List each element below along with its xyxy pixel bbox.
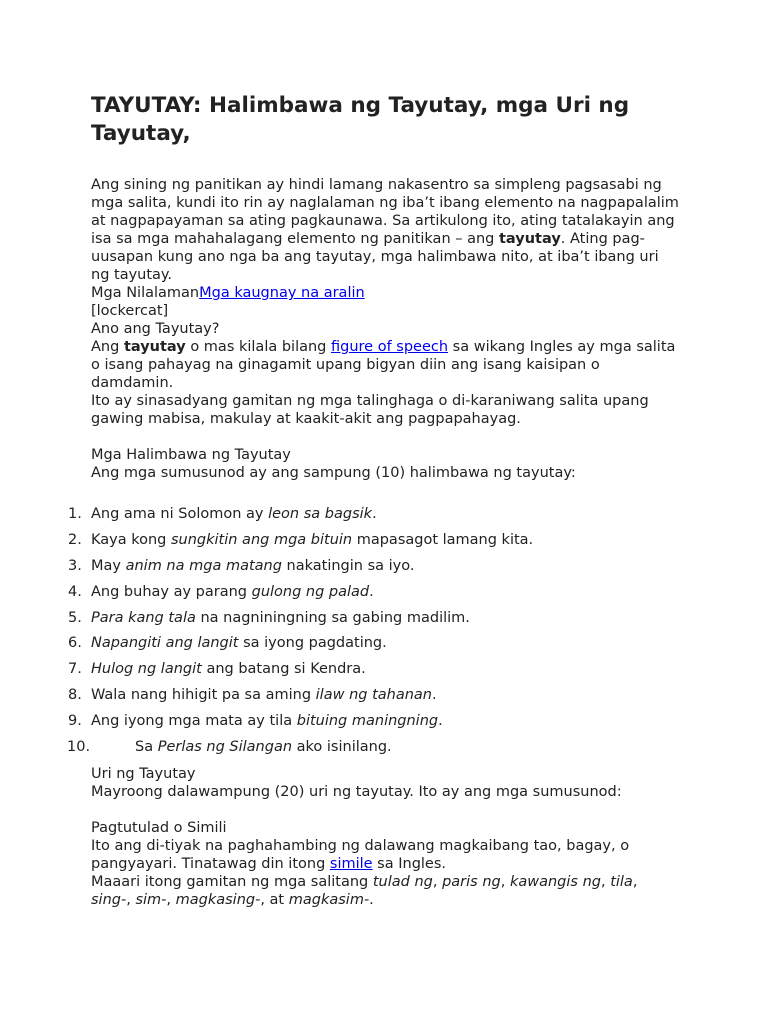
list-item-text-post: ang batang si Kendra. [201,661,366,678]
list-item-number: 2. [68,531,82,548]
simile-word: tila [610,874,633,890]
list-item-number: 1. [68,506,82,522]
definition-bold-term: tayutay [123,339,186,355]
list-item-example-phrase: leon sa bagsik [268,506,373,522]
separator: , [126,892,136,908]
related-lessons-link[interactable]: Mga kaugnay na aralin [199,285,365,301]
intro-bold-term: tayutay [499,231,561,247]
separator: , [166,892,176,908]
list-item-example-phrase: gulong ng palad [251,583,370,600]
examples-intro: Ang mga sumusunod ay ang sampung (10) halimbawa ng tayutay: [91,465,576,481]
definition-paragraph [91,338,681,392]
list-item-text-post: ako isinilang. [292,739,392,756]
toc-label: Mga Nilalaman [91,285,200,301]
list-item-text [91,505,377,523]
list-item-text-post: . [369,583,374,600]
separator: , [600,874,611,890]
list-item-number: 6. [68,635,82,652]
list-item-example-phrase: sungkitin ang mga bituin [170,531,353,548]
list-item [0,557,640,583]
list-item-text-pre: Ang iyong mga mata ay tila [91,713,297,730]
list-item-text-post: mapasagot lamang kita. [352,531,534,548]
definition-paragraph-2: Ito ay sinasadyang gamitan ng mga talinghaga o di-karaniwang salita upang gawing mabisa, makulay at kaakit-akit ang pagpapahayag. [91,393,649,427]
examples-list [0,505,640,764]
period: . [369,892,374,908]
list-item-example-phrase: Napangiti ang langit [91,635,239,652]
list-item [0,660,640,686]
simile-words-paragraph [91,873,681,909]
lockercat-placeholder: [lockercat] [91,303,169,319]
definition-text-3: sa wikang Ingles ay mga salita o isang pahayag na ginagamit upang bigyan diin ang isang kaisipan o damdamin. [91,339,676,391]
list-item-text [91,557,414,575]
intro-text: Ang sining ng panitikan ay hindi lamang nakasentro sa simpleng pagsasabi ng mga salita, kundi ito rin ay naglalaman ng iba’t ibang elemento na nagpapalalim at nagpapayaman sa ating pagkaunawa. Sa artikulong ito, ating tatalakayin ang isa sa mga mahahalagang elemento ng panitikan – ang [91,177,679,247]
list-item-number: 10. [67,739,91,756]
list-item-text-pre: Ang ama ni Solomon ay [91,506,269,522]
toc-line [91,284,681,302]
section-heading-types: Uri ng Tayutay [91,766,196,782]
list-item-text-post: na nagniningning sa gabing madilim. [195,609,470,626]
list-item-number: 9. [68,713,82,730]
list-item-example-phrase: anim na mga matang [125,557,282,574]
intro-text-end: . Ating pag-uusapan kung ano nga ba ang tayutay, mga halimbawa nito, at iba’t ibang uri ng tayutay. [91,231,659,283]
simile-text-end: sa Ingles. [372,856,447,872]
separator: , [632,874,638,890]
list-item [0,634,640,660]
section-heading-examples: Mga Halimbawa ng Tayutay [91,447,291,463]
simile-word: magkasing- [175,892,261,908]
separator: , [432,874,443,890]
simile-word: sing- [91,892,127,908]
list-item-text [91,712,443,730]
list-item-example-phrase: Para kang tala [91,609,196,626]
list-item-text-pre: Ang buhay ay parang [91,583,252,600]
list-item [0,738,640,764]
section-heading-simile: Pagtutulad o Simili [91,820,227,836]
definition-text: Ang [91,339,124,355]
simile-word: magkasim- [288,892,370,908]
separator: , at [260,892,289,908]
list-item-text [91,531,533,549]
list-item-text-post: sa iyong pagdating. [238,635,387,652]
list-item-text-post: . [431,687,437,704]
list-item-example-phrase: bituing maningning [296,713,439,730]
section-heading-what-is: Ano ang Tayutay? [91,321,220,337]
list-item [0,686,640,712]
simile-link[interactable]: simile [329,856,373,872]
list-item-text [91,583,374,601]
list-item-text-pre: Wala nang hihigit pa sa aming [91,687,316,704]
page-title: TAYUTAY: Halimbawa ng Tayutay, mga Uri ng Tayutay, [91,93,630,146]
simile-word: paris ng [442,874,501,890]
separator: , [500,874,510,890]
article-body-continued [91,765,681,909]
list-item-text [91,609,470,627]
definition-text-2: o mas kilala bilang [185,339,331,355]
list-item-text-post: . [372,506,377,522]
list-item-text [91,634,387,652]
simile-word: kawangis ng [509,874,601,890]
list-item [0,583,640,609]
figure-of-speech-link[interactable]: figure of speech [331,339,449,355]
list-item [0,531,640,557]
simile-text: Ito ang di-tiyak na paghahambing ng dalawang magkaibang tao, bagay, o pangyayari. Tinatawag din itong [91,838,630,872]
list-item-text [135,738,392,756]
list-item-number: 8. [68,687,82,704]
list-item [0,609,640,635]
list-item [0,712,640,738]
list-item-example-phrase: ilaw ng tahanan [315,687,432,704]
simile-paragraph [91,837,681,873]
simile-word: tulad ng [372,874,433,890]
list-item-text [91,686,437,704]
list-item-text-pre: May [91,557,126,574]
intro-paragraph [91,176,681,284]
list-item-number: 5. [68,609,82,626]
list-item-text [91,660,366,678]
list-item-text-post: nakatingin sa iyo. [281,557,415,574]
list-item-number: 3. [68,557,82,574]
list-item-text-pre: Sa [135,739,158,756]
list-item [0,505,640,531]
list-item-number: 4. [68,583,82,600]
list-item-example-phrase: Hulog ng langit [91,661,202,678]
list-item-text-pre: Kaya kong [91,531,171,548]
types-intro: Mayroong dalawampung (20) uri ng tayutay. Ito ay ang mga sumusunod: [91,784,622,800]
simile-words-text: Maaari itong gamitan ng mga salitang [91,874,373,890]
list-item-example-phrase: Perlas ng Silangan [157,739,293,756]
list-item-text-post: . [438,713,443,730]
article-body [91,176,681,482]
list-item-number: 7. [68,661,82,678]
simile-word: sim- [135,892,167,908]
